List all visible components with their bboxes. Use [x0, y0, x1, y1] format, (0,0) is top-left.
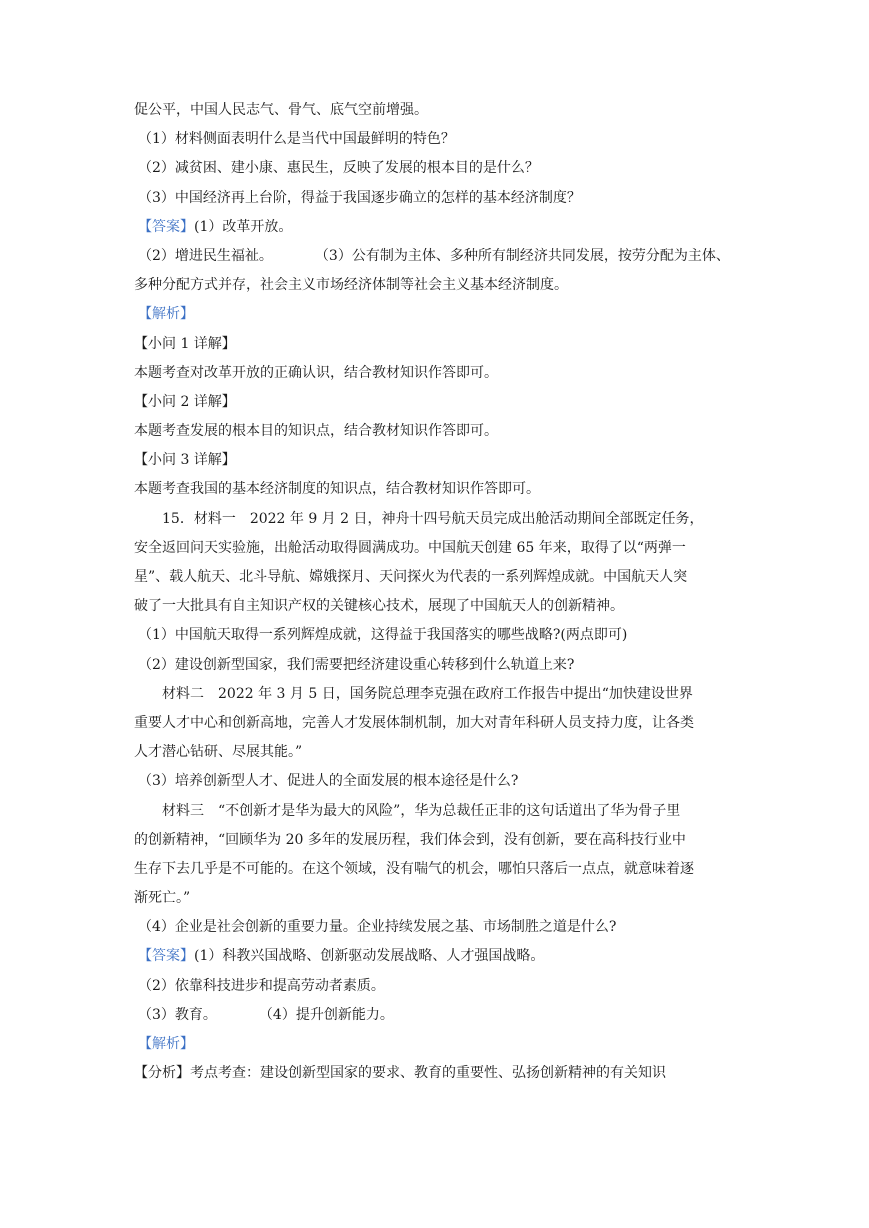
answer-14-3-cont: 多种分配方式并存，社会主义市场经济体制等社会主义基本经济制度。 — [134, 277, 568, 294]
material-1-line-1: 15．材料一 2022 年 9 月 2 日，神舟十四号航天员完成出舱活动期间全部既定任务， — [162, 510, 704, 527]
document-page — [134, 96, 740, 1088]
material-3-line-1: 材料三 “不创新才是华为最大的风险”，华为总裁任正非的这句话道出了华为骨子里 — [162, 802, 681, 819]
question-15-3: （3）培养创新型人才、促进人的全面发展的根本途径是什么? — [138, 773, 519, 790]
fenxi-text: 考点考查：建设创新型国家的要求、教育的重要性、弘扬创新精神的有关知识 — [190, 1065, 666, 1082]
sub-question-2-text: 本题考查发展的根本目的知识点，结合教材知识作答即可。 — [134, 423, 498, 440]
material-3-line-3: 生存下去几乎是不可能的。在这个领域，没有喘气的机会，哪怕只落后一点点，就意味着逐 — [134, 860, 694, 877]
analysis-tag-2: 【解析】 — [138, 1036, 194, 1052]
answer-tag: 【答案】 — [138, 218, 194, 235]
question-14-1: （1）材料侧面表明什么是当代中国最鲜明的特色？ — [138, 131, 455, 148]
answer-14-3: （3）公有制为主体、多种所有制经济共同发展，按劳分配为主体、 — [314, 247, 730, 264]
question-14-2: （2）减贫困、建小康、惠民生，反映了发展的根本目的是什么？ — [138, 160, 539, 177]
sub-question-2-heading: 【小问 2 详解】 — [134, 393, 236, 410]
material-1-line-4: 破了一大批具有自主知识产权的关键核心技术，展现了中国航天人的创新精神。 — [134, 598, 624, 615]
fenxi-line — [134, 1059, 740, 1088]
material-3-line-4: 渐死亡。” — [134, 890, 191, 907]
material-2-line-1: 材料二 2022 年 3 月 5 日，国务院总理李克强在政府工作报告中提出“加快建设世界 — [162, 685, 693, 702]
material-3-line-2: 的创新精神，“回顾华为 20 多年的发展历程，我们体会到，没有创新，要在高科技行业中 — [134, 831, 686, 848]
answer-14-2: （2）增进民生福祉。 — [138, 247, 273, 264]
sub-question-3-text: 本题考查我国的基本经济制度的知识点，结合教材知识作答即可。 — [134, 481, 540, 498]
question-15-1: （1）中国航天取得一系列辉煌成就，这得益于我国落实的哪些战略?(两点即可) — [138, 627, 628, 644]
answer-15-3: （3）教育。 — [138, 1006, 217, 1023]
sub-question-1-text: 本题考查对改革开放的正确认识，结合教材知识作答即可。 — [134, 364, 498, 381]
answer-14-line — [134, 213, 740, 242]
question-15-2: （2）建设创新型国家，我们需要把经济建设重心转移到什么轨道上来? — [138, 656, 575, 673]
material-1-line-2: 安全返回问天实验施，出舱活动取得圆满成功。中国航天创建 65 年来，取得了以“两弹一 — [134, 539, 686, 556]
answer-14-line-2 — [134, 242, 740, 271]
sub-question-1-heading: 【小问 1 详解】 — [134, 335, 236, 352]
answer-15-4: （4）提升创新能力。 — [258, 1006, 394, 1023]
sub-question-3-heading: 【小问 3 详解】 — [134, 452, 236, 469]
answer-tag: 【答案】 — [138, 948, 194, 965]
text-line: 促公平，中国人民志气、骨气、底气空前增强。 — [134, 102, 428, 118]
fenxi-tag: 【分析】 — [134, 1065, 190, 1082]
analysis-tag: 【解析】 — [138, 306, 194, 323]
answer-15-1: (1）科教兴国战略、创新驱动发展战略、人才强国战略。 — [194, 948, 545, 965]
material-2-line-3: 人才潜心钻研、尽展其能。” — [134, 744, 303, 761]
material-1-line-3: 星”、载人航天、北斗导航、嫦娥探月、天问探火为代表的一系列辉煌成就。中国航天人突 — [134, 569, 688, 585]
question-14-3: （3）中国经济再上台阶，得益于我国逐步确立的怎样的基本经济制度？ — [138, 189, 581, 206]
answer-15-line — [134, 942, 740, 971]
question-15-4: （4）企业是社会创新的重要力量。企业持续发展之基、市场制胜之道是什么? — [138, 919, 617, 936]
answer-14-1: (1）改革开放。 — [194, 218, 293, 235]
answer-15-line-3 — [134, 1001, 740, 1030]
answer-15-2: （2）依靠科技进步和提高劳动者素质。 — [138, 977, 385, 994]
material-2-line-2: 重要人才中心和创新高地，完善人才发展体制机制，加大对青年科研人员支持力度，让各类 — [134, 714, 694, 731]
